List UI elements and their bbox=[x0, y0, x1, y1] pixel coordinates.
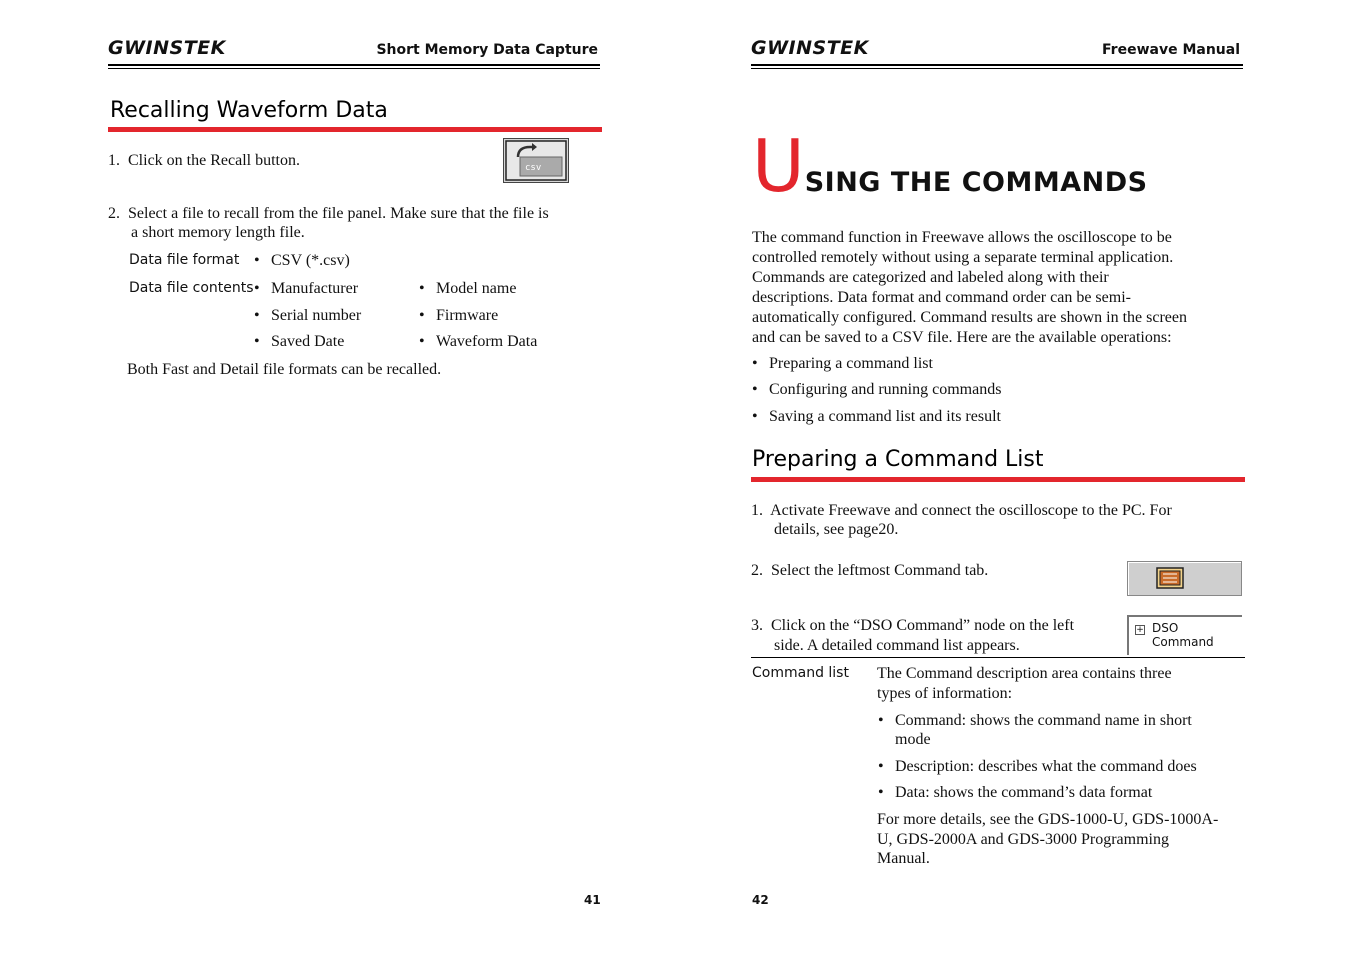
section-underline bbox=[751, 477, 1245, 482]
header-title: Short Memory Data Capture bbox=[376, 42, 598, 58]
intro-line: descriptions. Data format and command order can be semi- bbox=[752, 289, 1131, 306]
tree-node-image bbox=[1127, 615, 1242, 655]
desc-line: types of information: bbox=[877, 685, 1013, 702]
header-rule bbox=[751, 64, 1243, 66]
step-1-line-1: 1. Activate Freewave and connect the oscilloscope to the PC. For bbox=[751, 502, 1172, 519]
info-item: • Data: shows the command’s data format bbox=[895, 783, 1152, 803]
tree-node-label: DSO Command bbox=[1152, 621, 1214, 649]
contents-item: • Manufacturer bbox=[271, 279, 358, 299]
contents-item: • Waveform Data bbox=[436, 332, 537, 352]
step-3-line-1: 3. Click on the “DSO Command” node on the left bbox=[751, 617, 1075, 634]
command-tab-icon bbox=[1128, 562, 1241, 595]
chapter-rest-2: OMMANDS bbox=[982, 167, 1148, 198]
section-title: Recalling Waveform Data bbox=[110, 98, 388, 123]
header-rule bbox=[108, 64, 600, 66]
step-1-line-2: details, see page20. bbox=[774, 521, 899, 538]
contents-item: • Firmware bbox=[436, 306, 498, 326]
header-rule-thin bbox=[108, 68, 600, 69]
intro-line: and can be saved to a CSV file. Here are the available operations: bbox=[752, 329, 1172, 346]
contents-item: • Serial number bbox=[271, 306, 361, 326]
operation-item: • Configuring and running commands bbox=[769, 380, 1001, 400]
contents-item: • Saved Date bbox=[271, 332, 344, 352]
desc-line: The Command description area contains three bbox=[877, 665, 1172, 682]
intro-line: controlled remotely without using a separate terminal application. bbox=[752, 249, 1174, 266]
file-contents-label: Data file contents bbox=[129, 280, 254, 296]
contents-item: • Model name bbox=[436, 279, 516, 299]
step-3-line-2: side. A detailed command list appears. bbox=[774, 637, 1020, 654]
section-title: Preparing a Command List bbox=[752, 447, 1044, 472]
header-rule-thin bbox=[751, 68, 1243, 69]
step-1: 1. Click on the Recall button. bbox=[108, 152, 300, 169]
more-line: For more details, see the GDS-1000-U, GDS-1000A- bbox=[877, 811, 1219, 828]
recall-icon bbox=[504, 139, 568, 182]
recall-button-image bbox=[503, 138, 569, 183]
intro-line: The command function in Freewave allows the oscilloscope to be bbox=[752, 229, 1172, 246]
step-2-line-1: 2. Select a file to recall from the file panel. Make sure that the file is bbox=[108, 205, 549, 222]
command-list-label: Command list bbox=[752, 665, 849, 681]
expand-plus-icon: + bbox=[1136, 625, 1144, 635]
brand-logo: GWINSTEK bbox=[751, 37, 869, 59]
info-item: • Description: describes what the command does bbox=[895, 757, 1197, 777]
chapter-title bbox=[752, 124, 1148, 208]
file-format-label: Data file format bbox=[129, 252, 240, 268]
step-2-line-2: a short memory length file. bbox=[131, 224, 305, 241]
table-rule bbox=[751, 657, 1245, 658]
more-line: Manual. bbox=[877, 850, 930, 867]
intro-line: Commands are categorized and labeled along with their bbox=[752, 269, 1109, 286]
section-underline bbox=[108, 127, 602, 132]
operation-item: • Saving a command list and its result bbox=[769, 407, 1001, 427]
chapter-rest: SING THE C bbox=[804, 167, 983, 198]
command-tab-image bbox=[1127, 561, 1242, 596]
info-item: • Command: shows the command name in short bbox=[895, 711, 1192, 731]
operation-item: • Preparing a command list bbox=[769, 354, 933, 374]
chapter-initial: U bbox=[752, 124, 805, 208]
page-number: 41 bbox=[584, 893, 601, 907]
header-title: Freewave Manual bbox=[1102, 42, 1240, 58]
step-2: 2. Select the leftmost Command tab. bbox=[751, 562, 989, 579]
recall-icon-label: csv bbox=[525, 163, 542, 173]
page-number: 42 bbox=[752, 893, 769, 907]
brand-logo: GWINSTEK bbox=[108, 37, 226, 59]
info-item-cont: mode bbox=[895, 731, 931, 748]
file-format-value: • CSV (*.csv) bbox=[271, 251, 350, 271]
recall-note: Both Fast and Detail file formats can be recalled. bbox=[127, 361, 442, 378]
intro-line: automatically configured. Command results are shown in the screen bbox=[752, 309, 1187, 326]
more-line: U, GDS-2000A and GDS-3000 Programming bbox=[877, 831, 1169, 848]
